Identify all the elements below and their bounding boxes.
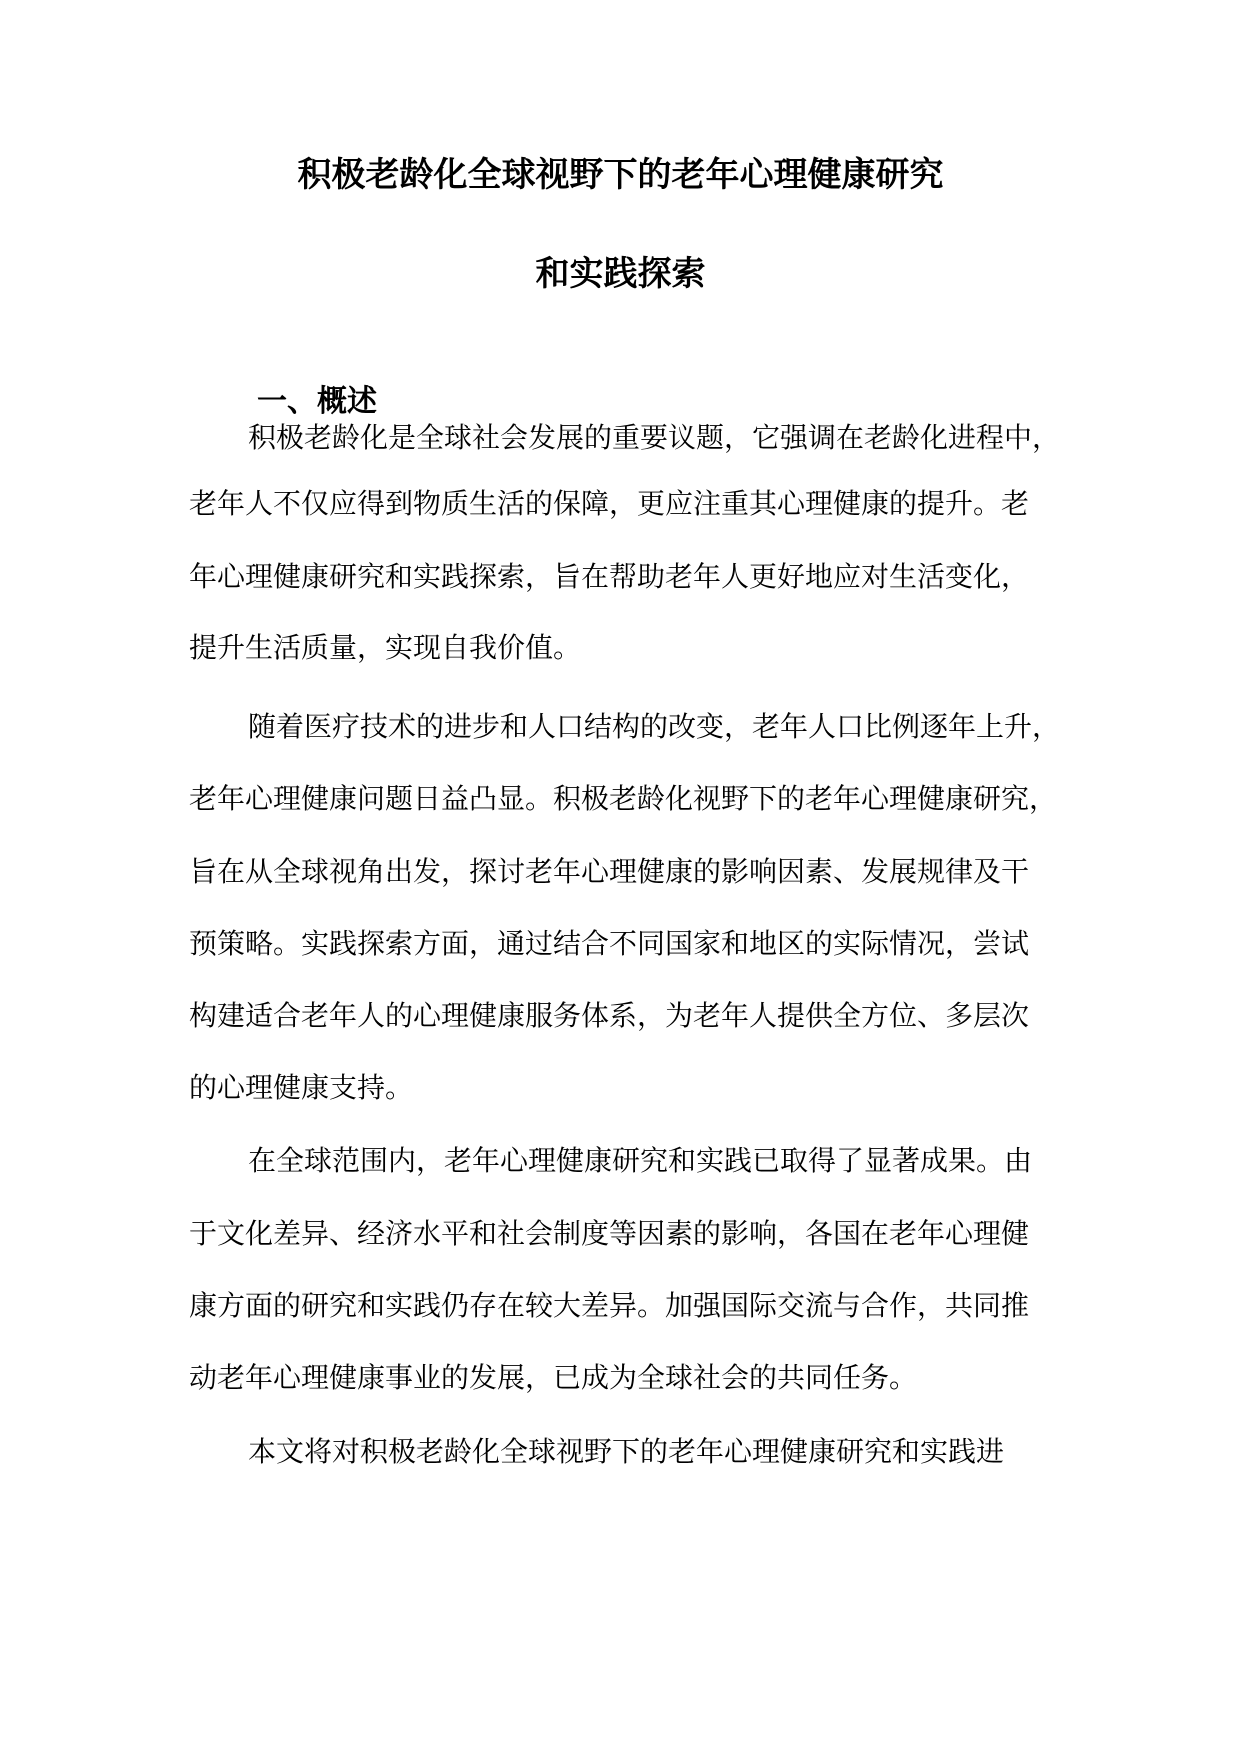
paragraph-2-line-2: 老年心理健康问题日益凸显。积极老龄化视野下的老年心理健康研究，: [189, 782, 1058, 815]
paragraph-3-line-3: 康方面的研究和实践仍存在较大差异。加强国际交流与合作，共同推: [189, 1289, 1030, 1322]
paragraph-1-line-4: 提升生活质量，实现自我价值。: [189, 631, 582, 664]
paragraph-3-line-4: 动老年心理健康事业的发展，已成为全球社会的共同任务。: [189, 1361, 918, 1394]
paragraph-1-line-2: 老年人不仅应得到物质生活的保障，更应注重其心理健康的提升。老: [189, 487, 1030, 520]
paragraph-2-line-4: 预策略。实践探索方面，通过结合不同国家和地区的实际情况，尝试: [189, 927, 1030, 960]
paragraph-4-line-1: 本文将对积极老龄化全球视野下的老年心理健康研究和实践进: [248, 1435, 1005, 1468]
document-title-line-1: 积极老龄化全球视野下的老年心理健康研究: [297, 155, 944, 195]
paragraph-2-line-6: 的心理健康支持。: [189, 1071, 414, 1104]
document-title-line-2: 和实践探索: [535, 254, 706, 294]
paragraph-1-line-3: 年心理健康研究和实践探索，旨在帮助老年人更好地应对生活变化，: [189, 560, 1030, 593]
paragraph-3-line-1: 在全球范围内，老年心理健康研究和实践已取得了显著成果。由: [248, 1144, 1033, 1177]
paragraph-2-line-1: 随着医疗技术的进步和人口结构的改变，老年人口比例逐年上升，: [248, 710, 1061, 743]
paragraph-2-line-3: 旨在从全球视角出发，探讨老年心理健康的影响因素、发展规律及干: [189, 855, 1030, 888]
paragraph-1-line-1: 积极老龄化是全球社会发展的重要议题，它强调在老龄化进程中，: [248, 421, 1061, 454]
section-heading: 一、概述: [257, 384, 377, 419]
paragraph-2-line-5: 构建适合老年人的心理健康服务体系，为老年人提供全方位、多层次: [189, 999, 1030, 1032]
paragraph-3-line-2: 于文化差异、经济水平和社会制度等因素的影响，各国在老年心理健: [189, 1217, 1030, 1250]
